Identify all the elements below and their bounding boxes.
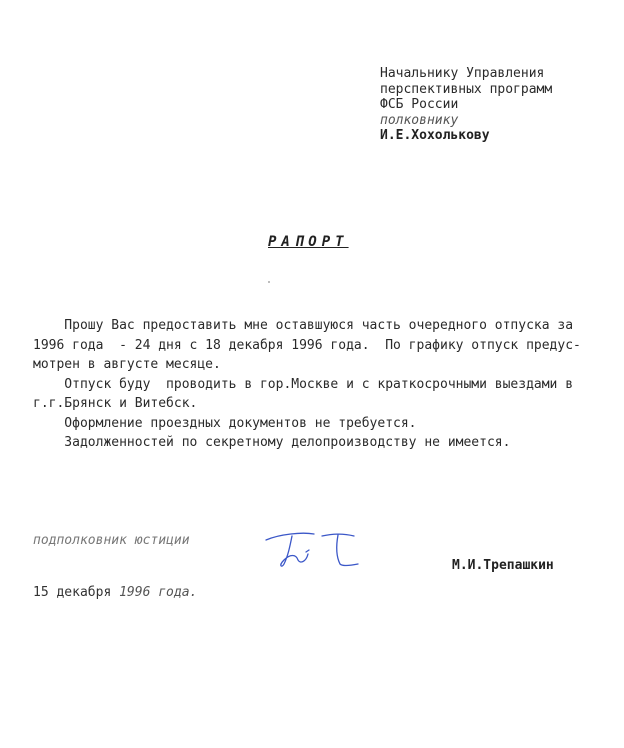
document-body <box>33 316 609 453</box>
document-date <box>33 585 197 600</box>
body-line: Отпуск буду проводить в гор.Москве и с краткосрочными выездами в <box>33 376 574 392</box>
body-line: г.г.Брянск и Витебск. <box>33 396 198 411</box>
document-title: РАПОРТ <box>268 234 349 250</box>
body-line: мотрен в августе месяце. <box>33 357 221 372</box>
addressee-line-2: перспективных программ <box>380 81 553 97</box>
addressee-block <box>380 66 552 144</box>
body-line: Задолженностей по секретному делопроизводству не имеется. <box>33 435 511 450</box>
signer-rank: подполковник юстиции <box>33 533 190 548</box>
body-line: Оформление проездных документов не требуется. <box>33 415 417 431</box>
body-line: 1996 года - 24 дня с 18 декабря 1996 года. По графику отпуск предус- <box>33 337 581 353</box>
addressee-name: И.Е.Хохолькову <box>380 128 490 143</box>
signer-name: М.И.Трепашкин <box>452 558 554 573</box>
addressee-line-3: ФСБ России <box>380 97 459 112</box>
addressee-rank: полковнику <box>380 112 459 128</box>
addressee-line-1: Начальнику Управления <box>380 66 545 81</box>
scan-speck <box>268 281 270 283</box>
date-year: 1996 года. <box>119 585 198 600</box>
handwritten-signature <box>262 524 364 572</box>
date-day-month: 15 декабря <box>33 585 120 600</box>
body-line: Прошу Вас предоставить мне оставшуюся часть очередного отпуска за <box>33 318 574 333</box>
